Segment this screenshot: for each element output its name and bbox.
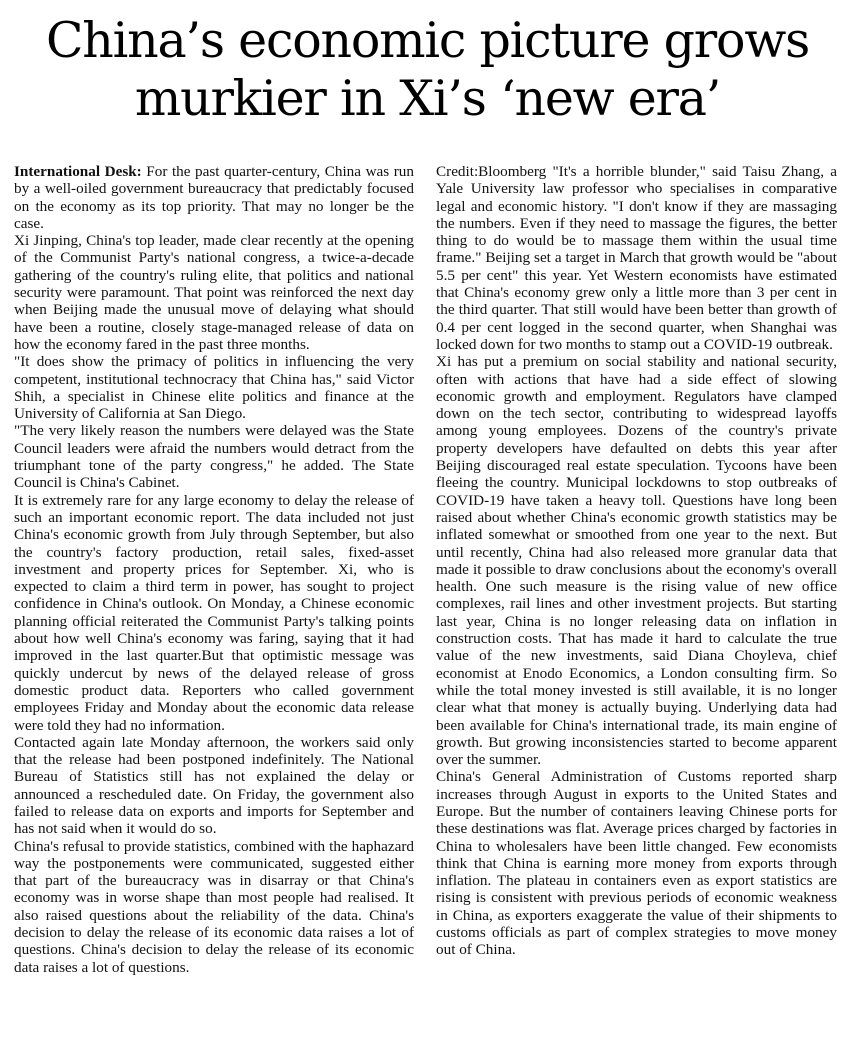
- article-paragraph: China's refusal to provide statistics, combined with the haphazard way the postponements were communicated, suggested either that part of the bureaucracy was in disarray or that China's economy was in worse shape than most people had realised. It also raised questions about the reliability of the data. China's decision to delay the release of its economic data raises a lot of questions. China's decision to delay the release of its economic data raises a lot of questions.: [14, 837, 414, 976]
- article-paragraph: [14, 163, 414, 232]
- article-paragraph: Contacted again late Monday afternoon, the workers said only that the release had been postponed indefinitely. The National Bureau of Statistics still has not explained the delay or announced a rescheduled date. On Friday, the government also failed to release data on exports and imports for September and has not said when it would do so.: [14, 733, 414, 838]
- article-paragraph: Xi Jinping, China's top leader, made clear recently at the opening of the Communist Party's national congress, a twice-a-decade gathering of the country's ruling elite, that politics and national security were paramount. That point was reinforced the next day when Beijing made the unusual move of delaying what should have been a routine, closely stage-managed release of data on how the economy fared in the past three months.: [14, 232, 414, 353]
- paragraph-text: For the past quarter-century, China was run by a well-oiled government bureaucracy that predictably focused on the economy as its top priority. That may no longer be the case.: [14, 163, 414, 232]
- headline-line-2: murkier in Xi’s ‘new era’: [134, 70, 721, 127]
- article-column-left: [14, 163, 414, 976]
- headline: [0, 12, 855, 128]
- article-paragraph: Xi has put a premium on social stability and national security, often with actions that have had a side effect of slowing economic growth and employment. Regulators have clamped down on the tech sector, contributing to widespread layoffs among young employees. Dozens of the country's private property developers have defaulted on debts this year after Beijing discouraged real estate speculation. Tycoons have been fleeing the country. Municipal lockdowns to stop outbreaks of COVID-19 have taken a heavy toll. Questions have long been raised about whether China's economic growth statistics may be inflated somewhat or smoothed from one year to the next. But until recently, China had also released more granular data that made it possible to draw conclusions about the economy's overall health. One such measure is the rising value of new office complexes, rail lines and other investment projects. But starting last year, China is no longer releasing data on inflation in construction costs. That has made it hard to calculate the true value of the new investments, said Diana Choyleva, chief economist at Enodo Economics, a London consulting firm. So while the total money invested is still available, it is no longer clear what that money is actually buying. Underlying data had been available for China's international trade, its main engine of growth. But growing inconsistencies started to become apparent over the summer.: [436, 353, 837, 769]
- article-column-right: [436, 163, 837, 959]
- article-paragraph: "It does show the primacy of politics in influencing the very competent, institutional technocracy that China has," said Victor Shih, a specialist in Chinese elite politics and finance at the University of California at San Diego.: [14, 353, 414, 423]
- dateline: International Desk:: [14, 163, 142, 180]
- article-paragraph: "The very likely reason the numbers were delayed was the State Council leaders were afraid the numbers would detract from the triumphant tone of the party congress," he added. The State Council is China's Cabinet.: [14, 422, 414, 492]
- headline-line-1: China’s economic picture grows: [45, 12, 810, 69]
- article-paragraph: China's General Administration of Customs reported sharp increases through August in exports to the United States and Europe. But the number of containers leaving Chinese ports for these destinations was flat. Average prices charged by factories in China to wholesalers have been little changed. Few economists think that China is earning more money from exports through inflation. The plateau in containers even as export statistics are rising is consistent with previous periods of economic weakness in China, as exporters exaggerate the value of their shipments to customs officials as part of complex strategies to move money out of China.: [436, 768, 837, 959]
- article-paragraph: Credit:Bloomberg "It's a horrible blunder," said Taisu Zhang, a Yale University law professor who specialises in comparative legal and economic history. "I don't know if they are massaging the numbers. Even if they need to massage the figures, the better thing to do would be to massage them within the usual time frame." Beijing set a target in March that growth would be "about 5.5 per cent" this year. Yet Western economists have estimated that China's economy grew only a little more than 3 per cent in the third quarter. That still would have been better than growth of 0.4 per cent logged in the second quarter, when Shanghai was locked down for two months to stamp out a COVID-19 outbreak.: [436, 163, 837, 353]
- article-paragraph: It is extremely rare for any large economy to delay the release of such an important economic report. The data included not just China's economic growth from July through September, but also the country's factory production, retail sales, fixed-asset investment and property prices for September. Xi, who is expected to claim a third term in power, has sought to project confidence in China's outlook. On Monday, a Chinese economic planning official reiterated the Communist Party's talking points about how well China's economy was faring, saying that it had improved in the last quarter.But that optimistic message was quickly undercut by news of the delayed release of gross domestic product data. Reporters who called government employees Friday and Monday about the economic data release were told they had no information.: [14, 491, 414, 734]
